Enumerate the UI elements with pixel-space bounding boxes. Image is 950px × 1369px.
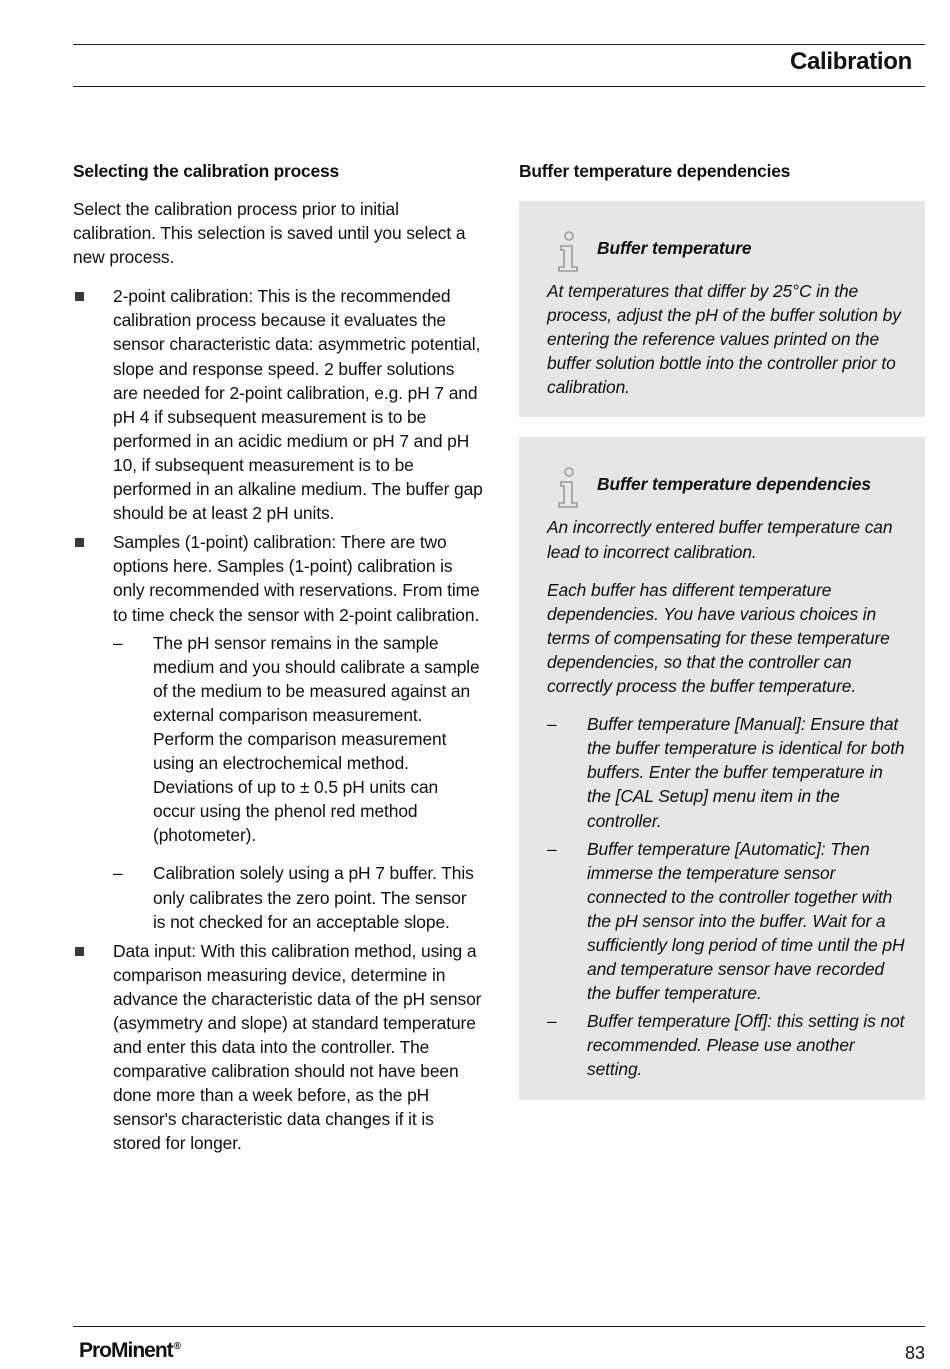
header-rule-top (73, 44, 925, 45)
dash-icon: – (547, 1011, 557, 1032)
dash-icon: – (547, 714, 557, 735)
square-bullet-icon (75, 538, 84, 547)
square-bullet-icon (75, 947, 84, 956)
prominent-logo (79, 1339, 181, 1363)
note-item-text: Buffer temperature [Manual]: Ensure that the buffer temperature is identical for both buffers. Enter the buffer temperature in the [CAL Setup] menu item in the controller. (587, 714, 905, 831)
dash-icon: – (113, 632, 123, 653)
info-icon (555, 467, 583, 509)
sub-item-text: The pH sensor remains in the sample medium and you should calibrate a sample of the medium to be measured against an external comparison measurement. Perform the comparison measurement using an electrochemical method. Deviations of up to ± 0.5 pH units can occur using the phenol red method (photometer). (153, 632, 480, 846)
note-paragraph: Each buffer has different temperature dependencies. You have various choices in terms of compensating for these temperature dependencies, so that the controller can correctly process the buffer temperature. (547, 579, 890, 697)
note-item-text: Buffer temperature [Automatic]: Then immerse the temperature sensor connected to the controller together with the pH sensor into the buffer. Wait for a sufficiently long period of time until the pH and temperature sensor have recorded the buffer temperature. (587, 838, 905, 1004)
bullet-text: Samples (1-point) calibration: There are two options here. Samples (1-point) calibration is only recommended with reservations. From time to time check the sensor with 2-point calibration. (113, 532, 480, 625)
page-number: 83 (904, 1343, 925, 1363)
list-item (73, 284, 483, 525)
list-item (73, 939, 483, 1156)
left-column (73, 159, 483, 1161)
note-item-text: Buffer temperature [Off]: this setting is not recommended. Please use another setting. (587, 1011, 905, 1080)
bullet-text: 2-point calibration: This is the recommended calibration process because it evaluates the sensor characteristic data: asymmetric potential, slope and response speed. 2 buffer solutions are needed for 2-point calibration, e.g. pH 7 and pH 4 if subsequent measurement is to be performed in an acidic medium or pH 7 and pH 10, if subsequent measurement is to be performed in an alkaline medium. The buffer gap should be at least 2 pH units. (113, 286, 483, 524)
page-title: Calibration (789, 48, 912, 75)
header-rule-bottom (73, 86, 925, 87)
note-list-item (547, 712, 905, 832)
footer-rule (73, 1326, 925, 1327)
bullet-text: Data input: With this calibration method, using a comparison measuring device, determine in advance the characteristic data of the pH sensor (asymmetry and slope) at standard temperature and enter this data into the controller. The comparative calibration should not have been done more than a week before, as the pH sensor's characteristic data changes if it is stored for longer. (113, 940, 482, 1154)
intro-paragraph: Select the calibration process prior to initial calibration. This selection is saved until you select a new process. (73, 199, 466, 268)
note-list-item (547, 1009, 905, 1081)
square-bullet-icon (75, 292, 84, 301)
note-title: Buffer temperature dependencies (597, 474, 871, 495)
list-item (73, 530, 483, 934)
logo-text: ProMinent (79, 1339, 173, 1362)
info-note (519, 437, 925, 1099)
right-column (519, 159, 925, 1100)
sub-list-item (113, 631, 483, 848)
sub-list-item (113, 861, 483, 933)
info-icon (555, 231, 583, 273)
note-paragraph: At temperatures that differ by 25°C in the process, adjust the pH of the buffer solution by entering the reference values printed on the buffer solution bottle into the controller prior to calibration. (547, 281, 901, 398)
note-title: Buffer temperature (597, 238, 752, 258)
section-heading: Buffer temperature dependencies (519, 161, 791, 181)
note-list-item (547, 837, 905, 1006)
sub-item-text: Calibration solely using a pH 7 buffer. This only calibrates the zero point. The sensor is not checked for an acceptable slope. (153, 863, 474, 932)
section-heading: Selecting the calibration process (73, 161, 339, 181)
info-note (519, 201, 925, 417)
dash-icon: – (547, 838, 557, 859)
note-paragraph: An incorrectly entered buffer temperature can lead to incorrect calibration. (547, 517, 893, 562)
sub-list (113, 631, 483, 934)
dash-icon: – (113, 863, 123, 884)
registered-mark: ® (173, 1341, 182, 1352)
